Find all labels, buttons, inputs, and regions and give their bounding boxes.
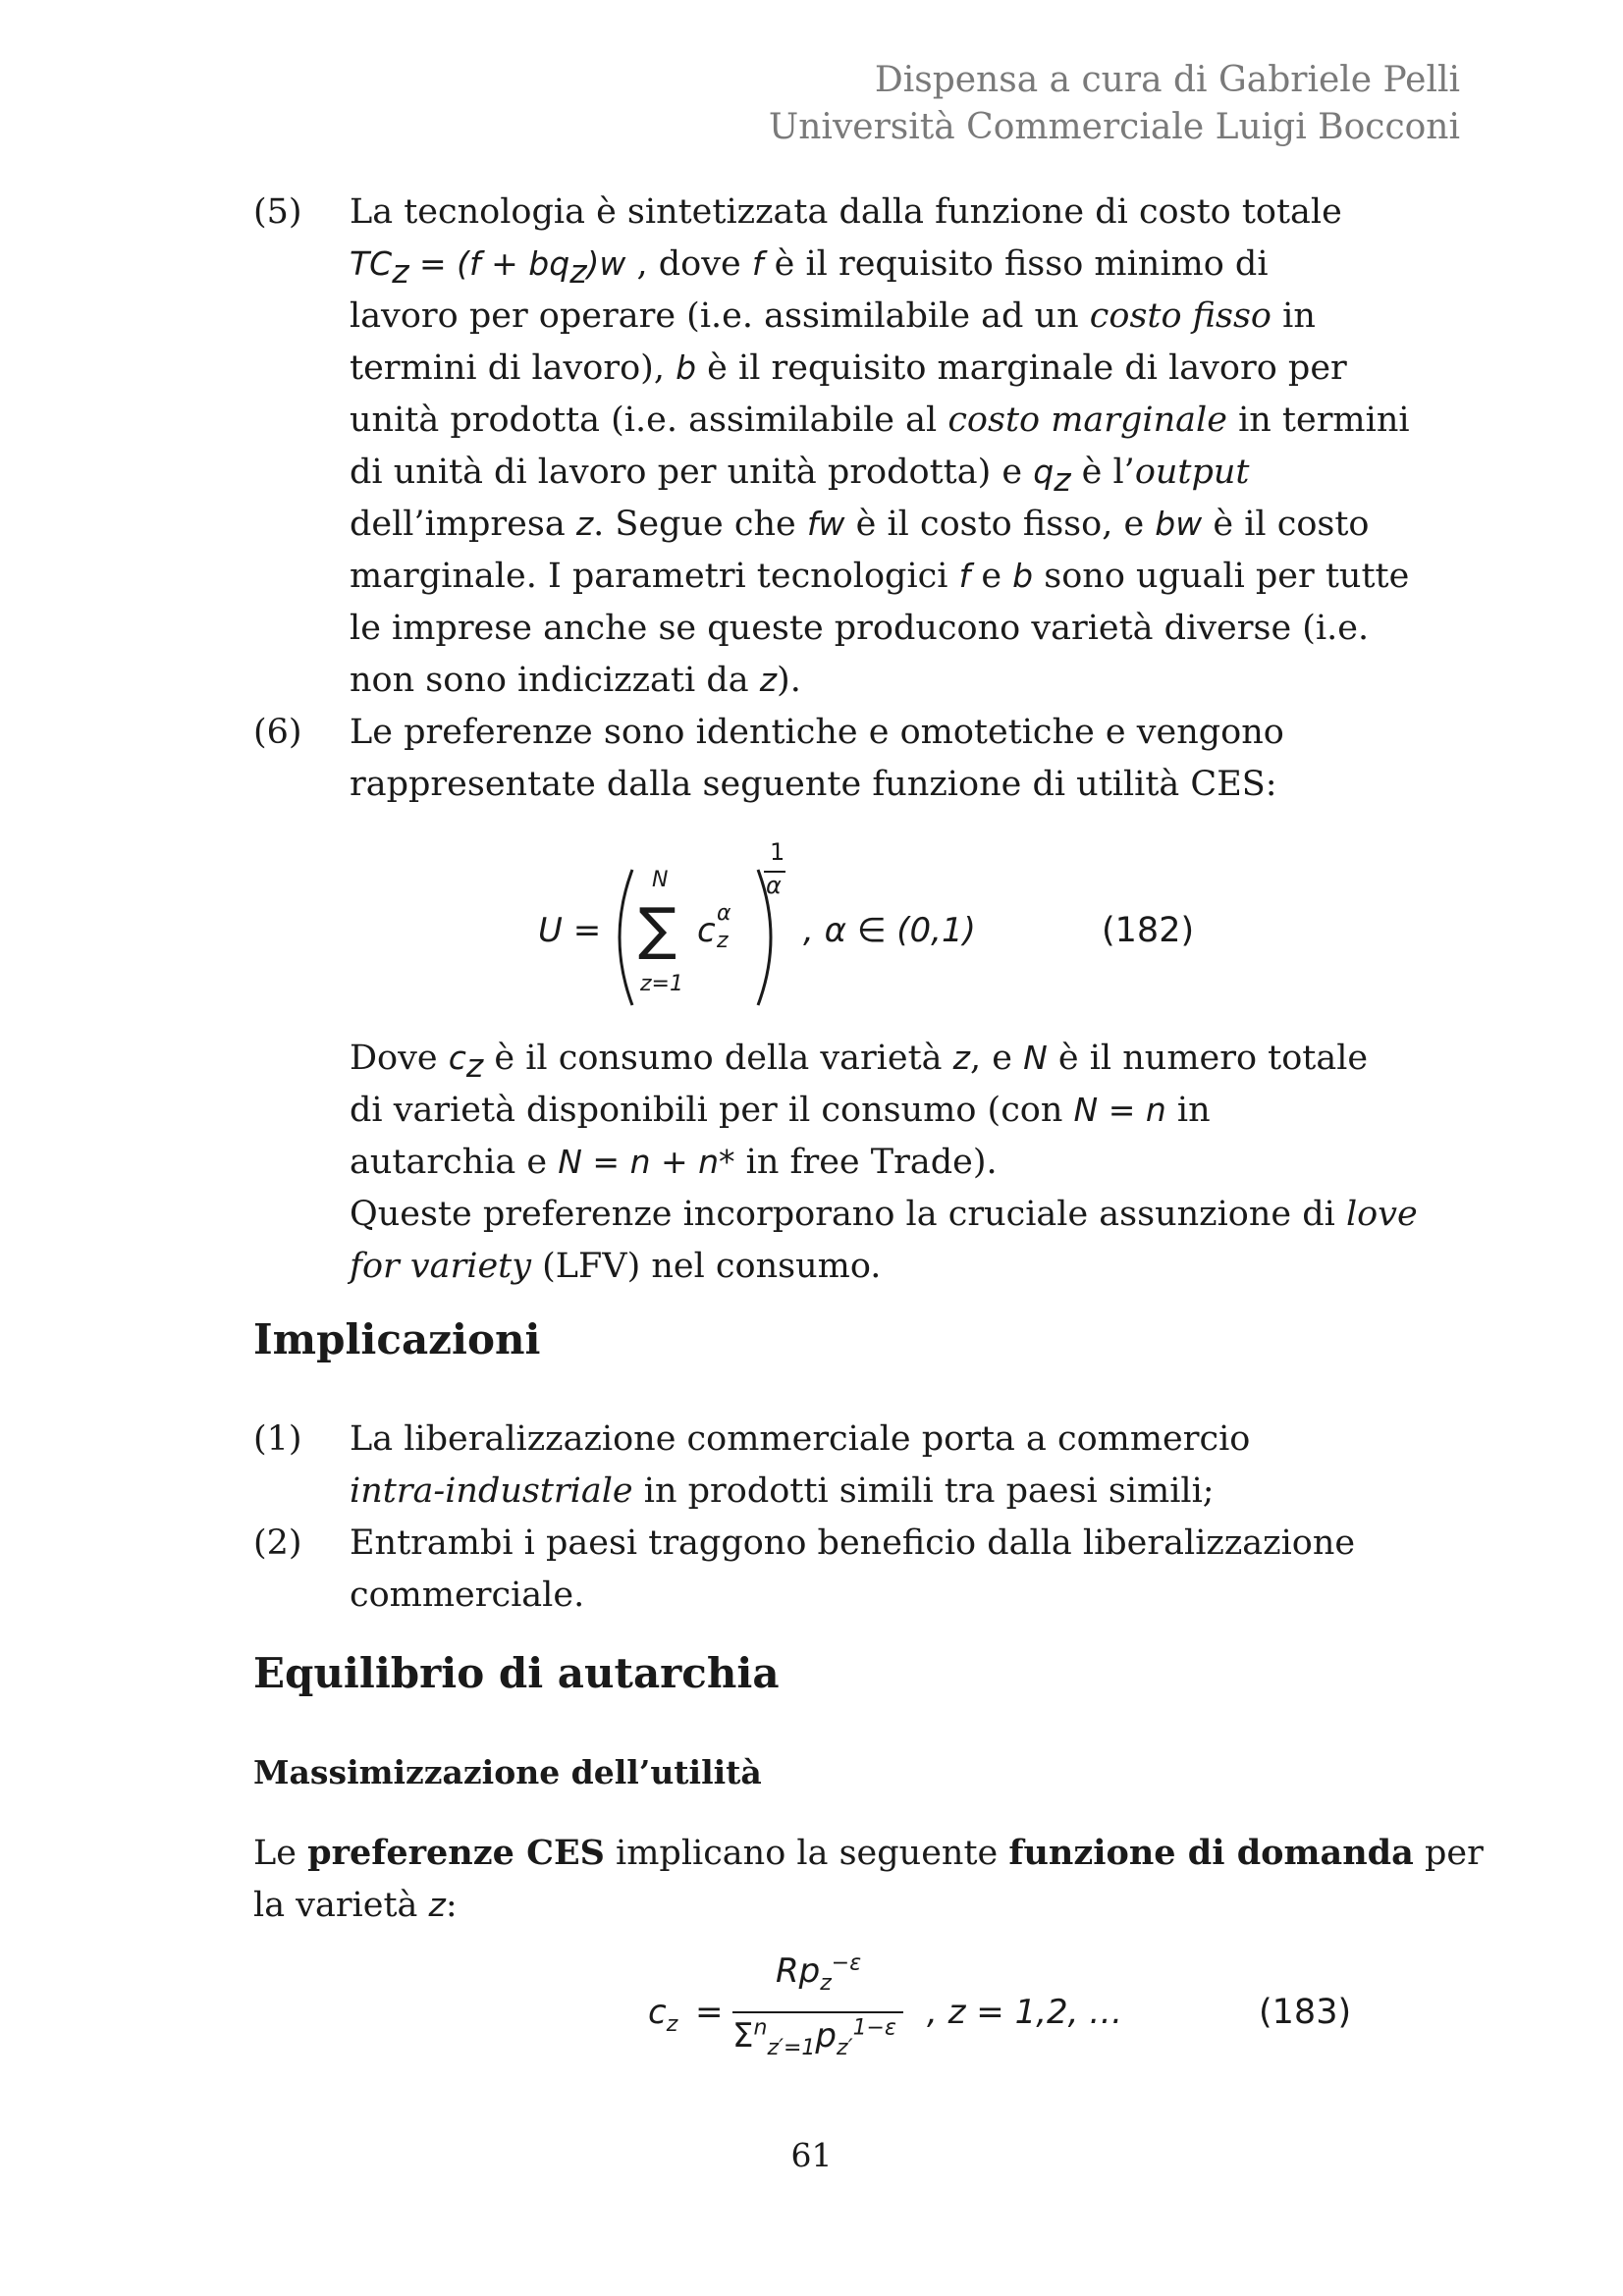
paragraph-line: Le preferenze CES implicano la seguente funzione di domanda per xyxy=(253,1833,1484,1873)
eq183-equals: = xyxy=(695,1993,724,2032)
eq183-denominator: $\Sigma^n_{z'=1}p_{z'}^{1-\varepsilon}$ xyxy=(732,2015,896,2060)
item-5-line: marginale. I parametri tecnologici f e b sono uguali per tutte xyxy=(350,557,1410,596)
eq182-term-sup: α xyxy=(717,901,731,926)
header-university: Università Commerciale Luigi Bocconi xyxy=(768,107,1460,147)
paragraph-line: autarchia e N = n + n* in free Trade). xyxy=(350,1143,998,1182)
implication-2-line: Entrambi i paesi traggono beneficio dalla liberalizzazione xyxy=(350,1523,1356,1563)
item-5-number: (5) xyxy=(253,192,302,232)
item-5-line: dell’impresa z. Segue che fw è il costo fisso, e bw è il costo xyxy=(350,505,1370,544)
eq182-term-sub: z xyxy=(717,929,729,953)
implication-1-line: La liberalizzazione commerciale porta a commercio xyxy=(350,1419,1251,1459)
header-author: Dispensa a cura di Gabriele Pelli xyxy=(874,60,1460,100)
paragraph-line: la varietà z: xyxy=(253,1886,458,1925)
item-5-line: termini di lavoro), b è il requisito marginale di lavoro per xyxy=(350,348,1347,388)
eq183-lhs: $c_z$ xyxy=(648,1993,678,2037)
item-5-line: le imprese anche se queste producono varietà diverse (i.e. xyxy=(350,609,1370,648)
eq182-sigma: ∑ xyxy=(638,895,677,962)
implication-2-number: (2) xyxy=(253,1523,302,1563)
eq182-number: (182) xyxy=(1102,911,1195,950)
eq183-fraction-bar xyxy=(732,2011,903,2013)
paragraph-line: Dove $c_z$ è il consumo della varietà z, e N è il numero totale xyxy=(350,1039,1369,1085)
implication-1-line: intra-industriale in prodotti simili tra paesi simili; xyxy=(350,1471,1215,1511)
implication-2-line: commerciale. xyxy=(350,1575,585,1615)
page-number: 61 xyxy=(790,2136,833,2174)
item-6-line: Le preferenze sono identiche e omotetiche e vengono xyxy=(350,713,1284,752)
item-5-line: La tecnologia è sintetizzata dalla funzione di costo totale xyxy=(350,192,1342,232)
subsection-title: Massimizzazione dell’utilità xyxy=(253,1753,762,1791)
item-5-line: unità prodotta (i.e. assimilabile al costo marginale in termini xyxy=(350,400,1410,440)
eq183-number: (183) xyxy=(1259,1993,1352,2032)
item-6-number: (6) xyxy=(253,713,302,752)
item-5-line: lavoro per operare (i.e. assimilabile ad un costo fisso in xyxy=(350,296,1316,336)
paragraph-line: Queste preferenze incorporano la cruciale assunzione di love xyxy=(350,1195,1418,1234)
running-header xyxy=(769,57,1460,151)
item-5-line: $TC_z = (f + bq_z)w$ , dove f è il requisito fisso minimo di xyxy=(350,244,1269,291)
item-5-line: non sono indicizzati da z). xyxy=(350,661,801,700)
paragraph-line: di varietà disponibili per il consumo (con N = n in xyxy=(350,1091,1211,1130)
eq182-sum-lower: z=1 xyxy=(640,972,683,996)
implication-1-number: (1) xyxy=(253,1419,302,1459)
eq182-lhs: U = xyxy=(538,911,602,950)
eq182-sum-upper: N xyxy=(652,868,669,892)
eq182-exp-den: α xyxy=(766,872,782,899)
eq182-term: c xyxy=(697,911,716,950)
section-title-equilibrio: Equilibrio di autarchia xyxy=(253,1649,780,1697)
item-5-line: di unità di lavoro per unità prodotta) e $q_z$ è l’output xyxy=(350,453,1250,499)
section-title-implicazioni: Implicazioni xyxy=(253,1315,541,1363)
eq183-numerator: $Rp_z^{-\varepsilon}$ xyxy=(776,1950,862,1996)
eq182-condition: , α ∈ (0,1) xyxy=(803,911,976,950)
eq183-condition: , z = 1,2, … xyxy=(927,1993,1123,2032)
item-6-line: rappresentate dalla seguente funzione di utilità CES: xyxy=(350,765,1277,804)
eq182-exp-num: 1 xyxy=(770,838,785,866)
paragraph-line: for variety (LFV) nel consumo. xyxy=(350,1247,882,1286)
